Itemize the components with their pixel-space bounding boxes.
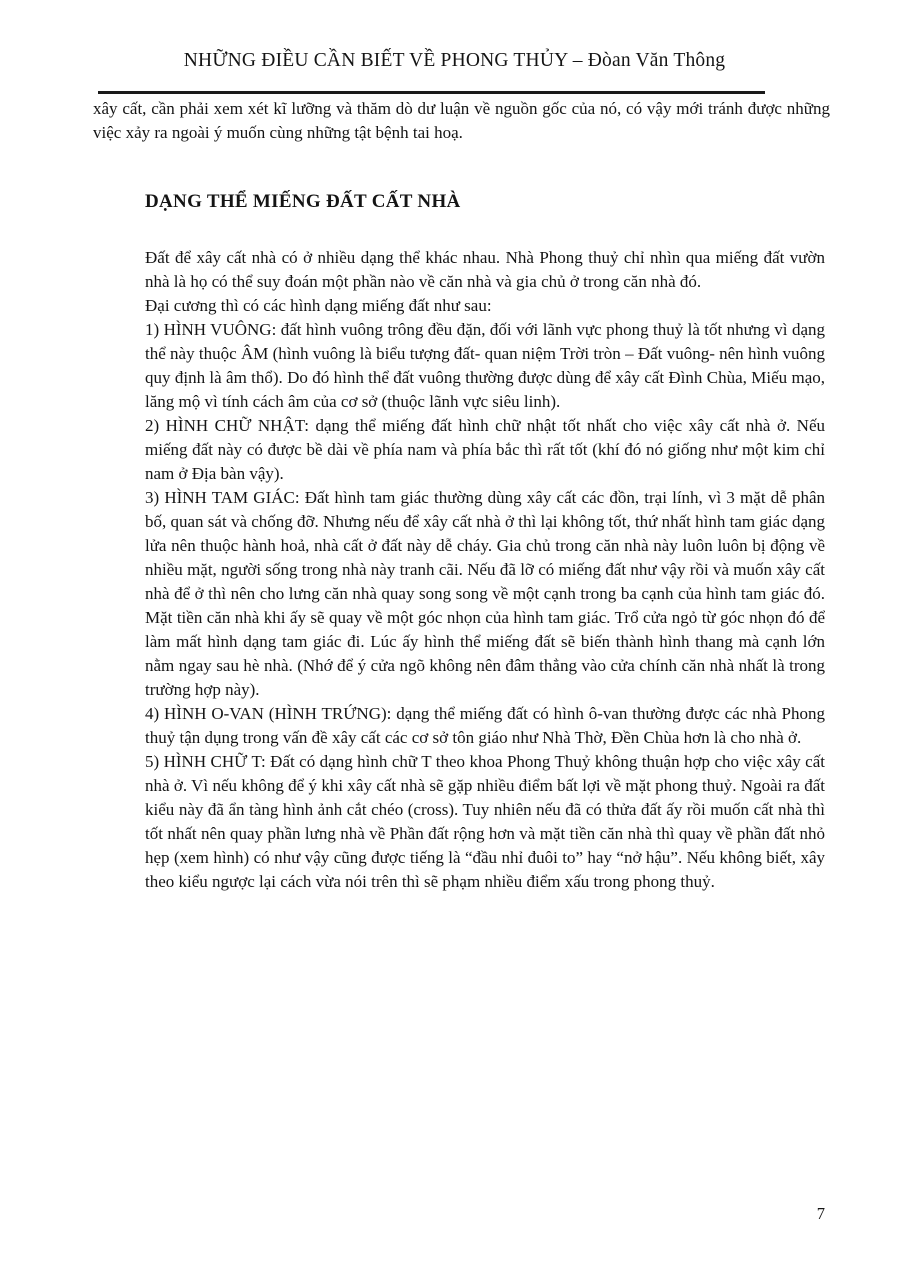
body-paragraph: 1) HÌNH VUÔNG: đất hình vuông trông đều đặn, đối với lãnh vực phong thuỷ là tốt nhưng vì dạng thể này thuộc ÂM (hình vuông là biểu tượng đất- quan niệm Trời tròn – Đất vuông- nên hình vuông quy định là âm thổ). Do đó hình thể đất vuông thường được dùng để xây cất Đình Chùa, Miếu mạo, lăng mộ vì tính cách âm của cơ sở (thuộc lãnh vực siêu linh). bbox=[145, 320, 825, 411]
page-header-title: NHỮNG ĐIỀU CẦN BIẾT VỀ PHONG THỦY – Đòan Văn Thông bbox=[183, 50, 726, 71]
page-number: 7 bbox=[816, 1204, 825, 1223]
section-body bbox=[145, 246, 825, 894]
body-paragraph: 2) HÌNH CHỮ NHẬT: dạng thể miếng đất hình chữ nhật tốt nhất cho việc xây cất nhà ở. Nếu miếng đất này có được bề dài về phía nam và phía bắc thì rất tốt (khí đó nó giống như một kim chỉ nam ở Địa bàn vậy). bbox=[145, 416, 825, 483]
section-heading: DẠNG THỂ MIẾNG ĐẤT CẤT NHÀ bbox=[145, 191, 461, 212]
body-paragraph: Đất để xây cất nhà có ở nhiều dạng thể khác nhau. Nhà Phong thuỷ chỉ nhìn qua miếng đất vườn nhà là họ có thể suy đoán một phần nào về căn nhà và gia chủ ở trong căn nhà đó. bbox=[145, 248, 825, 291]
header-divider-rule bbox=[98, 91, 765, 94]
body-paragraph: 3) HÌNH TAM GIÁC: Đất hình tam giác thường dùng xây cất các đồn, trại lính, vì 3 mặt dễ phân bố, quan sát và chống đỡ. Nhưng nếu để xây cất nhà ở thì lại không tốt, thứ nhất hình tam giác dạng lửa nên thuộc hành hoả, nhà cất ở đất này dễ cháy. Gia chủ trong căn nhà này luôn luôn bị động về nhiều mặt, người sống trong nhà này tranh cãi. Nếu đã lỡ có miếng đất như vậy rồi và muốn xây cất nhà để ở thì nên cho lưng căn nhà quay song song về một cạnh trong ba cạnh của hình tam giác đó. Mặt tiền căn nhà khi ấy sẽ quay về một góc nhọn của hình tam giác. Trổ cửa ngỏ từ góc nhọn đó để làm mất hình dạng tam giác đi. Lúc ấy hình thể miếng đất sẽ biến thành hình thang mà cạnh lớn nằm ngay sau hè nhà. (Nhớ để ý cửa ngõ không nên đâm thẳng vào cửa chính căn nhà nhất là trong trường hợp này). bbox=[145, 488, 825, 699]
body-paragraph: Đại cương thì có các hình dạng miếng đất như sau: bbox=[145, 296, 492, 315]
body-paragraph: 5) HÌNH CHỮ T: Đất có dạng hình chữ T theo khoa Phong Thuỷ không thuận hợp cho việc xây cất nhà ở. Vì nếu không để ý khi xây cất nhà sẽ gặp nhiều điểm bất lợi về mặt phong thuỷ. Ngoài ra đất kiểu này đã ẩn tàng hình ảnh cắt chéo (cross). Tuy nhiên nếu đã có thửa đất ấy rồi muốn cất nhà thì tốt nhất nên quay phần lưng nhà về Phần đất rộng hơn và mặt tiền căn nhà thì quay về phần đất nhỏ hẹp (xem hình) có như vậy cũng được tiếng là “đầu nhỉ đuôi to” hay “nở hậu”. Nếu không biết, xây theo kiểu ngược lại cách vừa nói trên thì sẽ phạm nhiều điểm xấu trong phong thuỷ. bbox=[145, 752, 825, 891]
body-paragraph: 4) HÌNH O-VAN (HÌNH TRỨNG): dạng thể miếng đất có hình ô-van thường được các nhà Phong thuỷ tận dụng trong vấn đề xây cất các cơ sở tôn giáo như Nhà Thờ, Đền Chùa hơn là cho nhà ở. bbox=[145, 704, 825, 747]
lead-paragraph: xây cất, cần phải xem xét kĩ lưỡng và thăm dò dư luận về nguồn gốc của nó, có vậy mới tránh được những việc xảy ra ngoài ý muốn cùng những tật bệnh tai hoạ. bbox=[93, 99, 830, 142]
